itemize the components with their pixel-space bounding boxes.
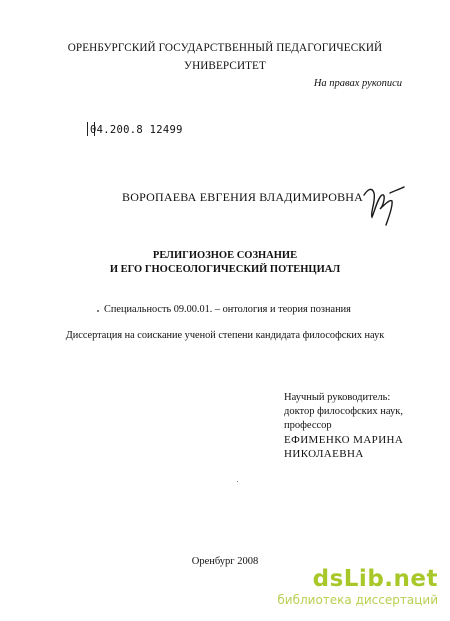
city-year: Оренбург 2008 — [191, 556, 259, 567]
university-name-line2: УНИВЕРСИТЕТ — [184, 60, 266, 72]
supervisor-rank: профессор — [284, 420, 332, 431]
supervisor-degree: доктор философских наук, — [284, 406, 403, 417]
university-name-line1: ОРЕНБУРГСКИЙ ГОСУДАРСТВЕННЫЙ ПЕДАГОГИЧЕСКИЙ — [67, 42, 383, 54]
specialty-line: Специальность 09.00.01. – онтология и теория познания — [104, 304, 351, 315]
dissertation-title-line2: И ЕГО ГНОСЕОЛОГИЧЕСКИЙ ПОТЕНЦИАЛ — [109, 264, 341, 275]
supervisor-name-line2: НИКОЛАЕВНА — [284, 448, 364, 460]
scan-speck — [237, 481, 238, 482]
supervisor-role: Научный руководитель: — [284, 392, 391, 403]
watermark-subtitle: библиотека диссертаций — [277, 593, 438, 607]
watermark — [277, 566, 438, 607]
manuscript-rights: На правах рукописи — [313, 78, 402, 89]
dissertation-degree-line: Диссертация на соискание ученой степени кандидата философских наук — [65, 330, 385, 341]
scan-speck — [97, 310, 99, 312]
author-signature — [360, 183, 408, 227]
author-name: ВОРОПАЕВА ЕВГЕНИЯ ВЛАДИМИРОВНА — [122, 190, 364, 204]
watermark-logo: dsLib.net — [312, 566, 438, 592]
supervisor-name-line1: ЕФИМЕНКО МАРИНА — [284, 434, 404, 446]
library-stamp-number: 04.200.8 12499 — [90, 124, 183, 136]
dissertation-title-line1: РЕЛИГИОЗНОЕ СОЗНАНИЕ — [152, 250, 298, 261]
